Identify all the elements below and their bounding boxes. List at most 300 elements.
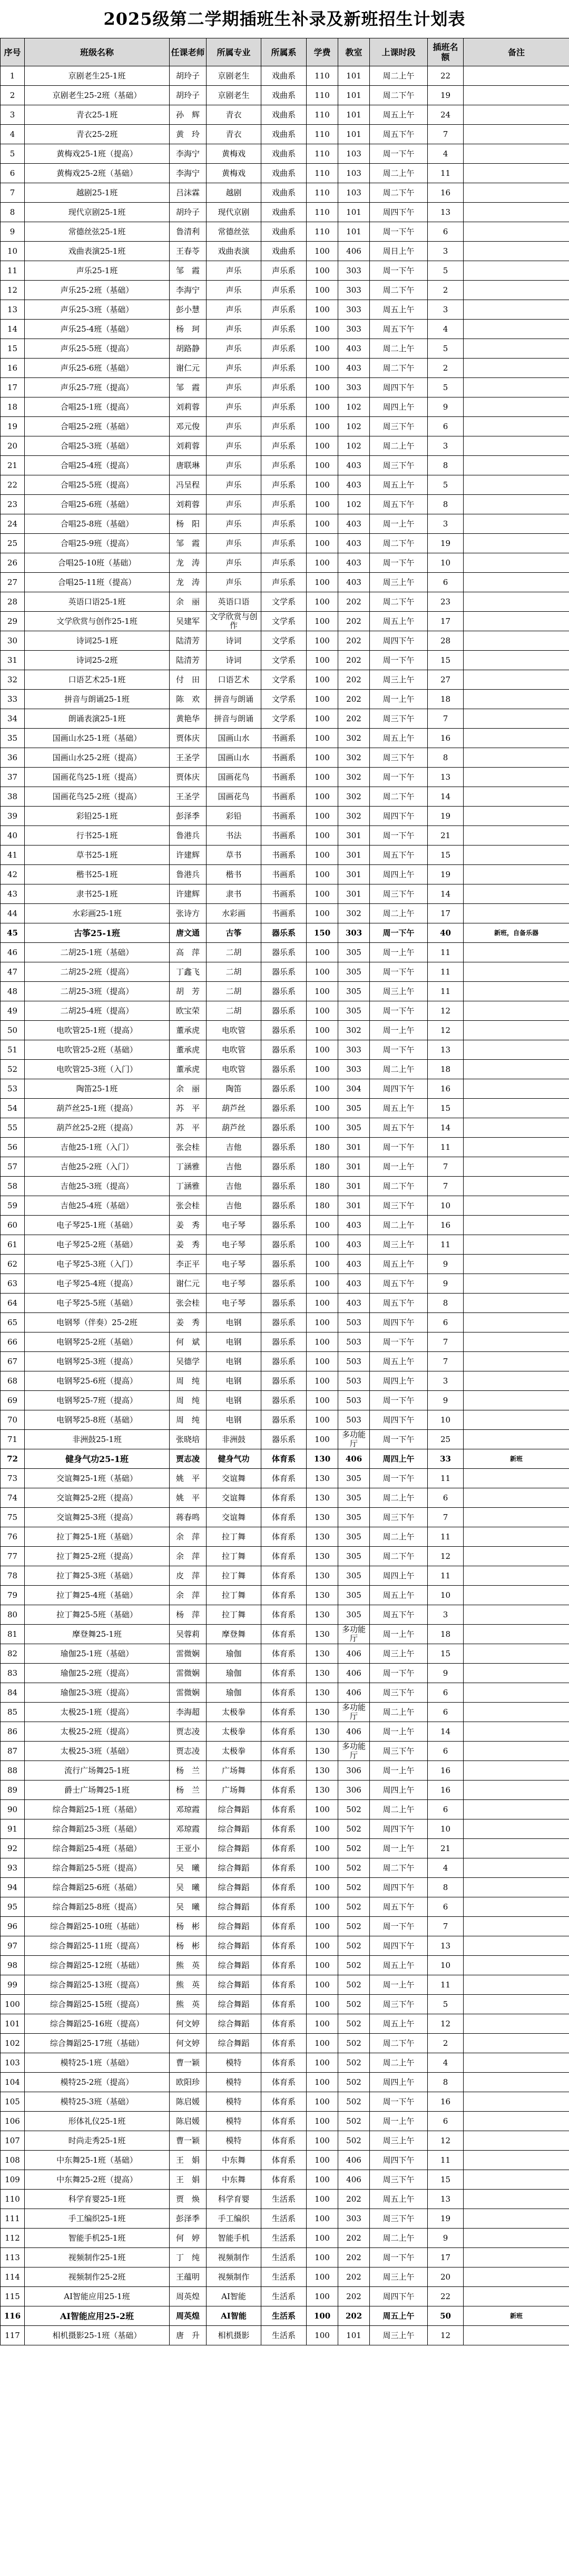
cell-major: 健身气功 (207, 1449, 261, 1469)
cell-classroom: 305 (338, 1566, 370, 1586)
cell-department: 书画系 (261, 768, 307, 787)
cell-quota: 16 (428, 183, 464, 203)
cell-teacher: 陈启媛 (170, 2112, 207, 2131)
cell-remarks (464, 222, 569, 242)
cell-class-name: 综合舞蹈25-16班（提高） (25, 2014, 170, 2034)
cell-index: 80 (1, 1605, 25, 1625)
cell-department: 文学系 (261, 612, 307, 631)
cell-fee: 100 (307, 1216, 338, 1235)
cell-classroom: 202 (338, 2190, 370, 2209)
cell-fee: 180 (307, 1196, 338, 1216)
cell-time-slot: 周二上午 (370, 1060, 428, 1079)
cell-major: 二胡 (207, 982, 261, 1001)
cell-time-slot: 周五上午 (370, 1586, 428, 1605)
cell-classroom: 502 (338, 2092, 370, 2112)
cell-major: 英语口语 (207, 592, 261, 612)
cell-teacher: 唐文通 (170, 923, 207, 943)
cell-classroom: 503 (338, 1352, 370, 1371)
cell-department: 体育系 (261, 2112, 307, 2131)
cell-class-name: 电子琴25-2班（基础） (25, 1235, 170, 1255)
cell-classroom: 502 (338, 2131, 370, 2151)
cell-index: 117 (1, 2326, 25, 2345)
cell-remarks (464, 2287, 569, 2306)
table-row (1, 1781, 569, 1800)
cell-quota: 22 (428, 2287, 464, 2306)
cell-time-slot: 周二上午 (370, 339, 428, 359)
cell-teacher: 贾 焕 (170, 2190, 207, 2209)
cell-class-name: 吉他25-3班（提高） (25, 1177, 170, 1196)
cell-department: 体育系 (261, 2034, 307, 2053)
cell-major: 综合舞蹈 (207, 1858, 261, 1878)
cell-department: 体育系 (261, 1956, 307, 1975)
cell-time-slot: 周五上午 (370, 2306, 428, 2326)
cell-time-slot: 周一下午 (370, 1332, 428, 1352)
cell-fee: 100 (307, 612, 338, 631)
cell-fee: 100 (307, 884, 338, 904)
cell-time-slot: 周二下午 (370, 359, 428, 378)
cell-index: 111 (1, 2209, 25, 2229)
table-row (1, 359, 569, 378)
cell-department: 体育系 (261, 1761, 307, 1781)
cell-department: 文学系 (261, 631, 307, 651)
table-row (1, 2326, 569, 2345)
cell-class-name: 综合舞蹈25-1班（基础） (25, 1800, 170, 1819)
cell-time-slot: 周五下午 (370, 1294, 428, 1313)
cell-fee: 100 (307, 2014, 338, 2034)
cell-major: 二胡 (207, 962, 261, 982)
cell-department: 声乐系 (261, 300, 307, 320)
cell-time-slot: 周二下午 (370, 534, 428, 553)
cell-quota: 16 (428, 729, 464, 748)
table-row (1, 651, 569, 670)
cell-remarks (464, 1060, 569, 1079)
cell-remarks (464, 125, 569, 144)
cell-class-name: 越剧25-1班 (25, 183, 170, 203)
cell-major: 拉丁舞 (207, 1566, 261, 1586)
cell-fee: 130 (307, 1781, 338, 1800)
cell-remarks (464, 86, 569, 105)
cell-quota: 15 (428, 846, 464, 865)
cell-quota: 2 (428, 2034, 464, 2053)
cell-class-name: 国画山水25-1班（基础） (25, 729, 170, 748)
cell-quota: 8 (428, 1294, 464, 1313)
cell-class-name: 青衣25-1班 (25, 105, 170, 125)
cell-teacher: 龙 涛 (170, 553, 207, 573)
cell-department: 体育系 (261, 1625, 307, 1644)
cell-class-name: 电钢琴（伴奏）25-2班 (25, 1313, 170, 1332)
cell-index: 67 (1, 1352, 25, 1371)
cell-remarks (464, 1430, 569, 1449)
cell-remarks (464, 709, 569, 729)
header-classroom: 教室 (338, 38, 370, 66)
cell-quota: 15 (428, 2170, 464, 2190)
cell-teacher: 吴建军 (170, 612, 207, 631)
cell-class-name: 声乐25-1班 (25, 261, 170, 281)
cell-teacher: 贾体庆 (170, 768, 207, 787)
cell-classroom: 406 (338, 1644, 370, 1664)
cell-teacher: 余 萍 (170, 1586, 207, 1605)
cell-remarks (464, 242, 569, 261)
cell-classroom: 305 (338, 1605, 370, 1625)
cell-time-slot: 周五下午 (370, 320, 428, 339)
cell-teacher: 雷微娴 (170, 1644, 207, 1664)
cell-quota: 6 (428, 222, 464, 242)
cell-time-slot: 周一下午 (370, 261, 428, 281)
page-title: 2025级第二学期插班生补录及新班招生计划表 (103, 9, 466, 29)
cell-fee: 100 (307, 1079, 338, 1099)
table-row (1, 1547, 569, 1566)
cell-fee: 100 (307, 417, 338, 436)
cell-teacher: 王亚小 (170, 1839, 207, 1858)
cell-index: 19 (1, 417, 25, 436)
cell-major: 非洲鼓 (207, 1430, 261, 1449)
cell-department: 声乐系 (261, 397, 307, 417)
cell-class-name: 电钢琴25-7班（提高） (25, 1391, 170, 1410)
cell-teacher: 欧阳珍 (170, 2073, 207, 2092)
cell-teacher: 胡 芳 (170, 982, 207, 1001)
cell-class-name: 太极25-1班（提高） (25, 1703, 170, 1722)
cell-classroom: 102 (338, 397, 370, 417)
cell-index: 75 (1, 1508, 25, 1527)
cell-classroom: 502 (338, 1858, 370, 1878)
cell-index: 10 (1, 242, 25, 261)
cell-fee: 100 (307, 397, 338, 417)
cell-index: 65 (1, 1313, 25, 1332)
cell-class-name: 黄梅戏25-1班（提高） (25, 144, 170, 164)
cell-fee: 130 (307, 1664, 338, 1683)
cell-fee: 100 (307, 651, 338, 670)
cell-index: 107 (1, 2131, 25, 2151)
cell-quota: 11 (428, 982, 464, 1001)
cell-class-name: 形体礼仪25-1班 (25, 2112, 170, 2131)
cell-remarks (464, 417, 569, 436)
cell-time-slot: 周二下午 (370, 86, 428, 105)
cell-class-name: 声乐25-3班（基础） (25, 300, 170, 320)
cell-classroom: 305 (338, 1469, 370, 1488)
table-row (1, 1001, 569, 1021)
cell-department: 体育系 (261, 2131, 307, 2151)
cell-index: 79 (1, 1586, 25, 1605)
cell-major: 电子琴 (207, 1235, 261, 1255)
cell-time-slot: 周一下午 (370, 2092, 428, 2112)
cell-remarks (464, 339, 569, 359)
cell-major: 青衣 (207, 105, 261, 125)
cell-time-slot: 周一下午 (370, 962, 428, 982)
cell-index: 68 (1, 1371, 25, 1391)
cell-classroom: 403 (338, 1274, 370, 1294)
cell-fee: 110 (307, 66, 338, 86)
cell-index: 98 (1, 1956, 25, 1975)
cell-class-name: 合唱25-6班（基础） (25, 495, 170, 514)
table-row (1, 1858, 569, 1878)
cell-fee: 100 (307, 1274, 338, 1294)
cell-fee: 100 (307, 475, 338, 495)
cell-major: 草书 (207, 846, 261, 865)
cell-fee: 100 (307, 1391, 338, 1410)
cell-quota: 12 (428, 1547, 464, 1566)
cell-remarks (464, 1566, 569, 1586)
cell-major: 彩铅 (207, 807, 261, 826)
cell-quota: 18 (428, 690, 464, 709)
table-row (1, 1683, 569, 1703)
cell-classroom: 406 (338, 1449, 370, 1469)
cell-quota: 50 (428, 2306, 464, 2326)
table-row (1, 1021, 569, 1040)
cell-quota: 3 (428, 1605, 464, 1625)
cell-quota: 13 (428, 1936, 464, 1956)
cell-time-slot: 周二上午 (370, 1488, 428, 1508)
cell-fee: 100 (307, 709, 338, 729)
cell-classroom: 301 (338, 884, 370, 904)
cell-class-name: 太极25-3班（基础） (25, 1742, 170, 1761)
cell-department: 体育系 (261, 1527, 307, 1547)
cell-fee: 100 (307, 261, 338, 281)
cell-classroom: 101 (338, 203, 370, 222)
cell-index: 53 (1, 1079, 25, 1099)
cell-department: 体育系 (261, 1547, 307, 1566)
cell-quota: 13 (428, 203, 464, 222)
table-row (1, 1294, 569, 1313)
cell-major: 广场舞 (207, 1761, 261, 1781)
cell-class-name: 拉丁舞25-2班（提高） (25, 1547, 170, 1566)
cell-department: 器乐系 (261, 1196, 307, 1216)
cell-time-slot: 周二下午 (370, 183, 428, 203)
cell-index: 22 (1, 475, 25, 495)
cell-teacher: 王蕴明 (170, 2267, 207, 2287)
cell-department: 书画系 (261, 807, 307, 826)
table-row (1, 729, 569, 748)
cell-time-slot: 周三下午 (370, 1683, 428, 1703)
table-row (1, 612, 569, 631)
cell-remarks (464, 2267, 569, 2287)
table-row (1, 1079, 569, 1099)
cell-major: 综合舞蹈 (207, 1956, 261, 1975)
cell-index: 56 (1, 1138, 25, 1157)
cell-department: 体育系 (261, 1449, 307, 1469)
cell-department: 文学系 (261, 690, 307, 709)
cell-department: 体育系 (261, 1917, 307, 1936)
cell-major: 相机摄影 (207, 2326, 261, 2345)
cell-department: 戏曲系 (261, 242, 307, 261)
cell-class-name: 声乐25-4班（基础） (25, 320, 170, 339)
table-row (1, 1878, 569, 1897)
cell-remarks (464, 203, 569, 222)
cell-classroom: 503 (338, 1391, 370, 1410)
cell-major: 电吹管 (207, 1060, 261, 1079)
cell-department: 戏曲系 (261, 125, 307, 144)
cell-class-name: 模特25-3班（基础） (25, 2092, 170, 2112)
cell-teacher: 邹 霞 (170, 378, 207, 397)
cell-remarks (464, 164, 569, 183)
cell-department: 体育系 (261, 1839, 307, 1858)
cell-major: 视频制作 (207, 2248, 261, 2267)
cell-major: 综合舞蹈 (207, 1878, 261, 1897)
cell-department: 书画系 (261, 904, 307, 923)
cell-department: 戏曲系 (261, 222, 307, 242)
cell-time-slot: 周二上午 (370, 1800, 428, 1819)
cell-index: 87 (1, 1742, 25, 1761)
table-row (1, 1956, 569, 1975)
cell-class-name: 拼音与朗诵25-1班 (25, 690, 170, 709)
cell-quota: 16 (428, 1079, 464, 1099)
cell-classroom: 303 (338, 1060, 370, 1079)
cell-class-name: 中东舞25-2班（提高） (25, 2170, 170, 2190)
cell-time-slot: 周三上午 (370, 573, 428, 592)
cell-remarks (464, 475, 569, 495)
cell-index: 55 (1, 1118, 25, 1138)
cell-quota: 7 (428, 709, 464, 729)
table-row (1, 2053, 569, 2073)
cell-classroom: 101 (338, 125, 370, 144)
cell-class-name: 合唱25-2班（基础） (25, 417, 170, 436)
cell-department: 器乐系 (261, 1157, 307, 1177)
cell-quota: 6 (428, 417, 464, 436)
cell-time-slot: 周三下午 (370, 1995, 428, 2014)
cell-classroom: 202 (338, 2229, 370, 2248)
cell-major: 交谊舞 (207, 1469, 261, 1488)
cell-teacher: 苏 平 (170, 1118, 207, 1138)
cell-time-slot: 周四下午 (370, 2287, 428, 2306)
cell-time-slot: 周四下午 (370, 1079, 428, 1099)
cell-department: 器乐系 (261, 1313, 307, 1332)
cell-classroom: 502 (338, 1995, 370, 2014)
cell-fee: 100 (307, 2073, 338, 2092)
cell-class-name: 健身气功25-1班 (25, 1449, 170, 1469)
cell-remarks (464, 1371, 569, 1391)
cell-index: 28 (1, 592, 25, 612)
cell-time-slot: 周一上午 (370, 2112, 428, 2131)
cell-major: 拉丁舞 (207, 1527, 261, 1547)
cell-time-slot: 周四下午 (370, 1819, 428, 1839)
cell-teacher: 贾志凌 (170, 1449, 207, 1469)
cell-quota: 8 (428, 495, 464, 514)
cell-major: 电吹管 (207, 1040, 261, 1060)
cell-fee: 100 (307, 378, 338, 397)
table-row (1, 2131, 569, 2151)
cell-teacher: 雷微娴 (170, 1664, 207, 1683)
cell-remarks (464, 1410, 569, 1430)
cell-major: 葫芦丝 (207, 1118, 261, 1138)
cell-quota: 10 (428, 553, 464, 573)
cell-department: 器乐系 (261, 962, 307, 982)
cell-classroom: 403 (338, 1255, 370, 1274)
cell-remarks (464, 1469, 569, 1488)
cell-index: 35 (1, 729, 25, 748)
cell-fee: 100 (307, 2053, 338, 2073)
table-row (1, 1313, 569, 1332)
cell-quota: 5 (428, 475, 464, 495)
cell-index: 47 (1, 962, 25, 982)
cell-class-name: 国画花鸟25-2班（提高） (25, 787, 170, 807)
cell-class-name: 口语艺术25-1班 (25, 670, 170, 690)
cell-classroom: 301 (338, 1138, 370, 1157)
cell-fee: 100 (307, 436, 338, 456)
cell-index: 49 (1, 1001, 25, 1021)
cell-classroom: 502 (338, 1936, 370, 1956)
cell-department: 器乐系 (261, 1079, 307, 1099)
cell-classroom: 403 (338, 573, 370, 592)
cell-time-slot: 周一下午 (370, 923, 428, 943)
cell-major: 书法 (207, 826, 261, 846)
cell-quota: 3 (428, 1371, 464, 1391)
cell-fee: 100 (307, 982, 338, 1001)
cell-classroom: 303 (338, 2209, 370, 2229)
table-row (1, 553, 569, 573)
cell-index: 25 (1, 534, 25, 553)
cell-quota: 7 (428, 1157, 464, 1177)
table-row (1, 631, 569, 651)
cell-fee: 100 (307, 748, 338, 768)
cell-quota: 18 (428, 1625, 464, 1644)
cell-quota: 28 (428, 631, 464, 651)
cell-major: 声乐 (207, 475, 261, 495)
cell-quota: 10 (428, 1196, 464, 1216)
cell-remarks (464, 495, 569, 514)
cell-teacher: 熊 英 (170, 1995, 207, 2014)
cell-time-slot: 周二下午 (370, 592, 428, 612)
cell-remarks (464, 631, 569, 651)
cell-index: 24 (1, 514, 25, 534)
cell-remarks (464, 1079, 569, 1099)
cell-quota: 4 (428, 320, 464, 339)
cell-time-slot: 周五下午 (370, 495, 428, 514)
table-row (1, 2190, 569, 2209)
cell-time-slot: 周一下午 (370, 826, 428, 846)
table-row (1, 709, 569, 729)
cell-remarks (464, 2248, 569, 2267)
cell-teacher: 姜 秀 (170, 1216, 207, 1235)
cell-classroom: 301 (338, 1177, 370, 1196)
cell-fee: 100 (307, 2306, 338, 2326)
cell-remarks (464, 281, 569, 300)
cell-remarks (464, 436, 569, 456)
cell-remarks (464, 1722, 569, 1742)
cell-quota: 9 (428, 1274, 464, 1294)
cell-time-slot: 周五上午 (370, 1255, 428, 1274)
table-row (1, 1488, 569, 1508)
cell-fee: 100 (307, 1060, 338, 1079)
cell-class-name: 综合舞蹈25-13班（提高） (25, 1975, 170, 1995)
cell-class-name: 科学育婴25-1班 (25, 2190, 170, 2209)
cell-time-slot: 周四下午 (370, 631, 428, 651)
cell-teacher: 余 丽 (170, 592, 207, 612)
cell-class-name: 综合舞蹈25-8班（提高） (25, 1897, 170, 1917)
cell-class-name: 电吹管25-3班（入门） (25, 1060, 170, 1079)
cell-department: 器乐系 (261, 1371, 307, 1391)
cell-time-slot: 周二上午 (370, 164, 428, 183)
cell-time-slot: 周一下午 (370, 1138, 428, 1157)
cell-teacher: 黄 玲 (170, 125, 207, 144)
cell-quota: 27 (428, 670, 464, 690)
cell-index: 9 (1, 222, 25, 242)
cell-remarks (464, 807, 569, 826)
cell-class-name: 二胡25-4班（提高） (25, 1001, 170, 1021)
cell-teacher: 刘莉蓉 (170, 495, 207, 514)
cell-fee: 100 (307, 1430, 338, 1449)
cell-fee: 100 (307, 2034, 338, 2053)
table-row (1, 826, 569, 846)
cell-teacher: 雷微娴 (170, 1683, 207, 1703)
cell-major: 吉他 (207, 1196, 261, 1216)
cell-time-slot: 周二上午 (370, 2053, 428, 2073)
cell-teacher: 贾志凌 (170, 1742, 207, 1761)
cell-teacher: 鲁港兵 (170, 865, 207, 884)
table-row (1, 1566, 569, 1586)
cell-fee: 100 (307, 962, 338, 982)
cell-class-name: 相机摄影25-1班（基础） (25, 2326, 170, 2345)
cell-quota: 11 (428, 1566, 464, 1586)
cell-classroom: 305 (338, 1099, 370, 1118)
